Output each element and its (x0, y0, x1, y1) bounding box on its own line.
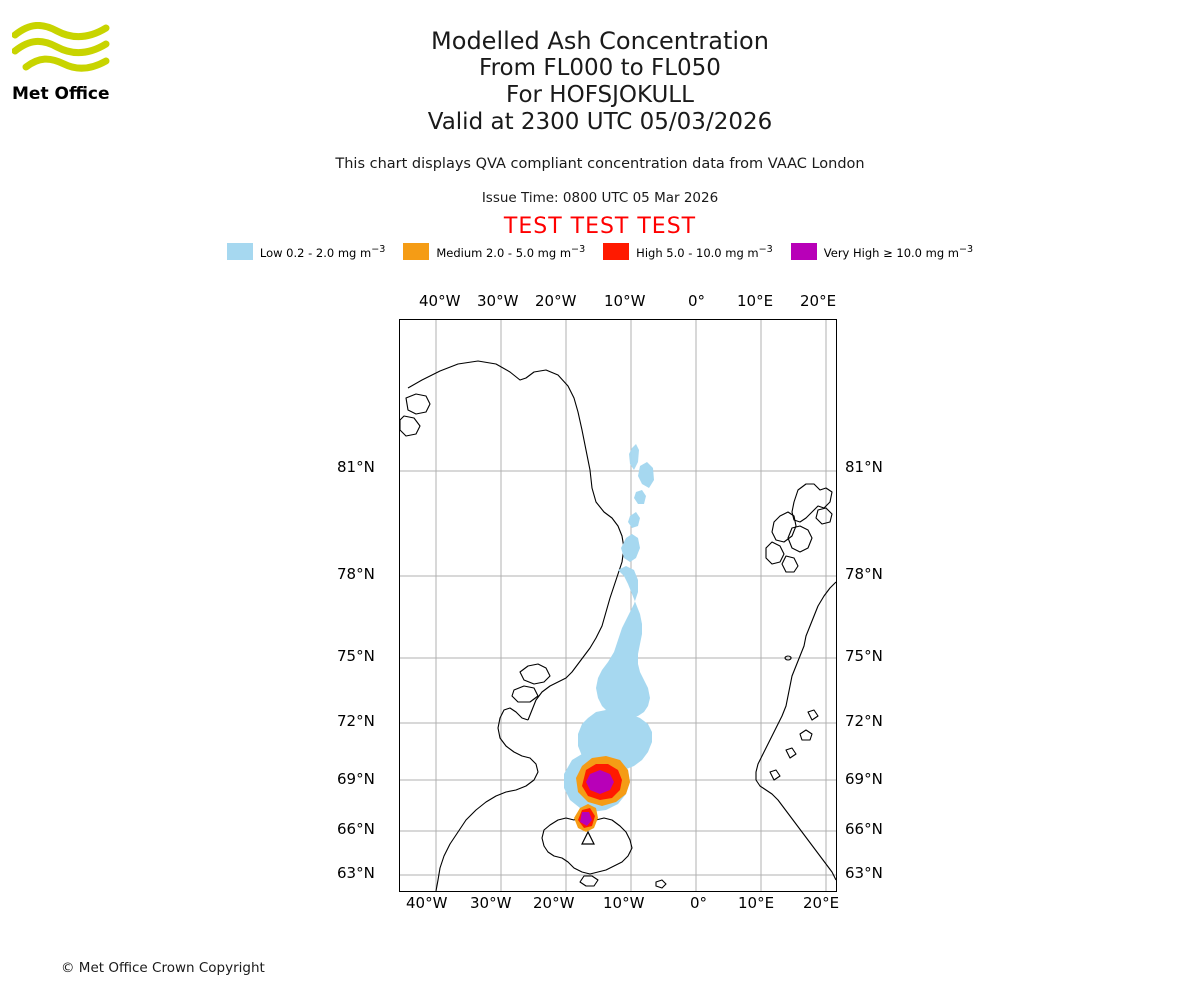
legend-swatch-low (227, 243, 253, 260)
volcano-source-marker (582, 832, 594, 844)
map-frame (399, 319, 837, 892)
issue-time: Issue Time: 0800 UTC 05 Mar 2026 (481, 190, 719, 206)
legend-label-low: Low 0.2 - 2.0 mg $m^{-3}$ (259, 243, 386, 260)
lon-tick-top-30W: 30°W (477, 292, 519, 310)
title-line-4: Valid at 2300 UTC 05/03/2026 (427, 109, 773, 135)
lon-tick-bottom-20W: 20°W (533, 894, 575, 912)
legend-item-high (603, 243, 773, 260)
lon-tick-bottom-30W: 30°W (470, 894, 512, 912)
lat-tick-right-72N: 72°N (845, 712, 883, 730)
lon-tick-bottom-40W: 40°W (406, 894, 448, 912)
legend-swatch-medium (403, 243, 429, 260)
lat-tick-left-78N: 78°N (337, 565, 375, 583)
test-banner: TEST TEST TEST (503, 214, 697, 239)
legend-swatch-high (603, 243, 629, 260)
legend (0, 243, 1200, 260)
map-gridlines (400, 320, 836, 891)
lon-tick-top-20E: 20°E (800, 292, 837, 310)
lat-tick-left-66N: 66°N (337, 820, 375, 838)
lat-tick-left-63N: 63°N (337, 864, 375, 882)
legend-swatch-very-high (791, 243, 817, 260)
lon-tick-bottom-10E: 10°E (738, 894, 775, 912)
map-canvas (400, 320, 836, 891)
ash-concentration-map[interactable] (399, 319, 837, 892)
lat-tick-right-78N: 78°N (845, 565, 883, 583)
lat-tick-right-69N: 69°N (845, 770, 883, 788)
lon-tick-top-0: 0° (688, 292, 706, 310)
lon-tick-top-20W: 20°W (535, 292, 577, 310)
lat-tick-right-63N: 63°N (845, 864, 883, 882)
legend-label-high: High 5.0 - 10.0 mg $m^{-3}$ (636, 243, 773, 260)
lon-tick-top-40W: 40°W (419, 292, 461, 310)
coastline-paths (400, 361, 836, 891)
lat-tick-right-81N: 81°N (845, 458, 883, 476)
legend-item-low (227, 243, 385, 260)
lat-tick-right-66N: 66°N (845, 820, 883, 838)
plume-low-concentration (564, 444, 654, 812)
legend-item-medium (403, 243, 585, 260)
legend-label-medium: Medium 2.0 - 5.0 mg $m^{-3}$ (436, 243, 586, 260)
lat-tick-left-75N: 75°N (337, 647, 375, 665)
lon-tick-bottom-20E: 20°E (803, 894, 840, 912)
brand-name: Met Office (12, 84, 110, 104)
lon-tick-top-10E: 10°E (737, 292, 774, 310)
lat-tick-right-75N: 75°N (845, 647, 883, 665)
legend-label-very-high: Very High ≥ 10.0 mg $m^{-3}$ (823, 243, 974, 260)
lon-tick-bottom-0: 0° (690, 894, 708, 912)
title-line-2: From FL000 to FL050 (479, 55, 721, 81)
lon-tick-bottom-10W: 10°W (603, 894, 645, 912)
lat-tick-left-81N: 81°N (337, 458, 375, 476)
copyright-footer: © Met Office Crown Copyright (61, 960, 265, 976)
lat-tick-left-72N: 72°N (337, 712, 375, 730)
chart-subtitle: This chart displays QVA compliant concentration data from VAAC London (335, 156, 865, 172)
lat-tick-left-69N: 69°N (337, 770, 375, 788)
title-line-1: Modelled Ash Concentration (431, 27, 769, 55)
lon-tick-top-10W: 10°W (604, 292, 646, 310)
title-line-3: For HOFSJOKULL (506, 82, 694, 108)
page-title (0, 28, 1200, 136)
legend-item-very-high (791, 243, 973, 260)
